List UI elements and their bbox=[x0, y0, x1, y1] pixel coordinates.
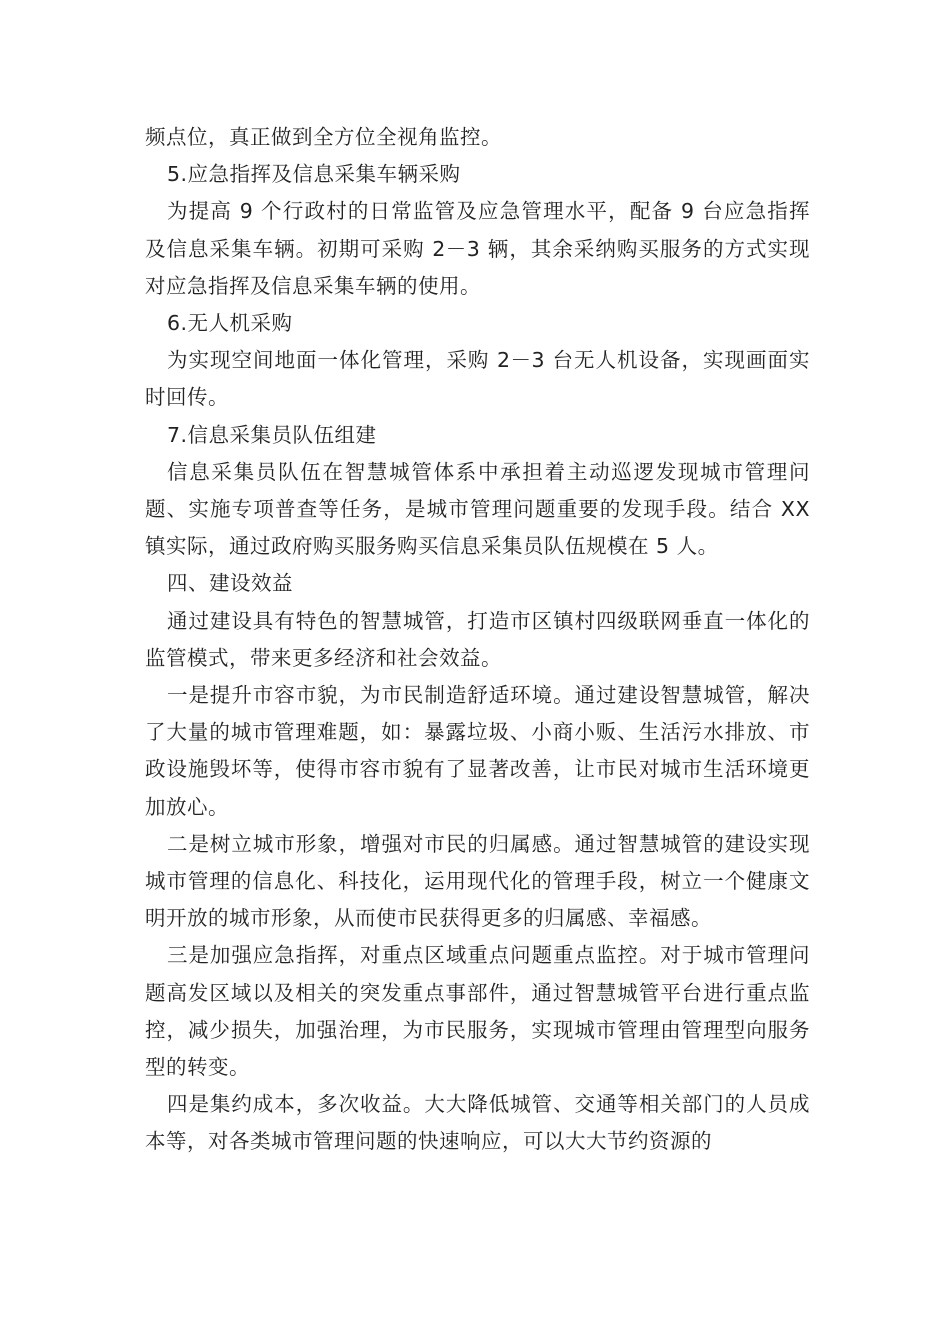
paragraph-benefit-one: 一是提升市容市貌，为市民制造舒适环境。通过建设智慧城管，解决了大量的城市管理难题，如：暴露垃圾、小商小贩、生活污水排放、市政设施毁坏等，使得市容市貌有了显著改善，让市民对城市生活环境更加放心。 bbox=[145, 683, 810, 819]
document-body bbox=[145, 119, 810, 1161]
paragraph-vehicle-procurement: 为提高 9 个行政村的日常监管及应急管理水平，配备 9 台应急指挥及信息采集车辆。初期可采购 2－3 辆，其余采纳购买服务的方式实现对应急指挥及信息采集车辆的使用。 bbox=[145, 199, 810, 298]
paragraph-benefit-two: 二是树立城市形象，增强对市民的归属感。通过智慧城管的建设实现城市管理的信息化、科技化，运用现代化的管理手段，树立一个健康文明开放的城市形象，从而使市民获得更多的归属感、幸福感。 bbox=[145, 831, 810, 931]
paragraph-benefit-three: 三是加强应急指挥，对重点区域重点问题重点监控。对于城市管理问题高发区域以及相关的突发重点事部件，通过智慧城管平台进行重点监控，减少损失，加强治理，为市民服务，实现城市管理由管理型向服务型的转变。 bbox=[145, 943, 810, 1080]
paragraph-continuation: 频点位，真正做到全方位全视角监控。 bbox=[145, 125, 502, 149]
section-heading-collector-team: 7.信息采集员队伍组建 bbox=[167, 422, 377, 447]
section-heading-vehicle-procurement: 5.应急指挥及信息采集车辆采购 bbox=[167, 162, 461, 187]
section-heading-benefits: 四、建设效益 bbox=[167, 571, 293, 596]
paragraph-benefit-four: 四是集约成本，多次收益。大大降低城管、交通等相关部门的人员成本等，对各类城市管理问题的快速响应，可以大大节约资源的 bbox=[145, 1092, 810, 1154]
paragraph-drone-procurement: 为实现空间地面一体化管理，采购 2－3 台无人机设备，实现画面实时回传。 bbox=[145, 348, 810, 410]
paragraph-collector-team: 信息采集员队伍在智慧城管体系中承担着主动巡逻发现城市管理问题、实施专项普查等任务，是城市管理问题重要的发现手段。结合 XX 镇实际，通过政府购买服务购买信息采集员队伍规模在 5 人。 bbox=[145, 459, 810, 559]
paragraph-benefits-intro: 通过建设具有特色的智慧城管，打造市区镇村四级联网垂直一体化的监管模式，带来更多经济和社会效益。 bbox=[145, 608, 810, 670]
section-heading-drone-procurement: 6.无人机采购 bbox=[167, 311, 293, 336]
